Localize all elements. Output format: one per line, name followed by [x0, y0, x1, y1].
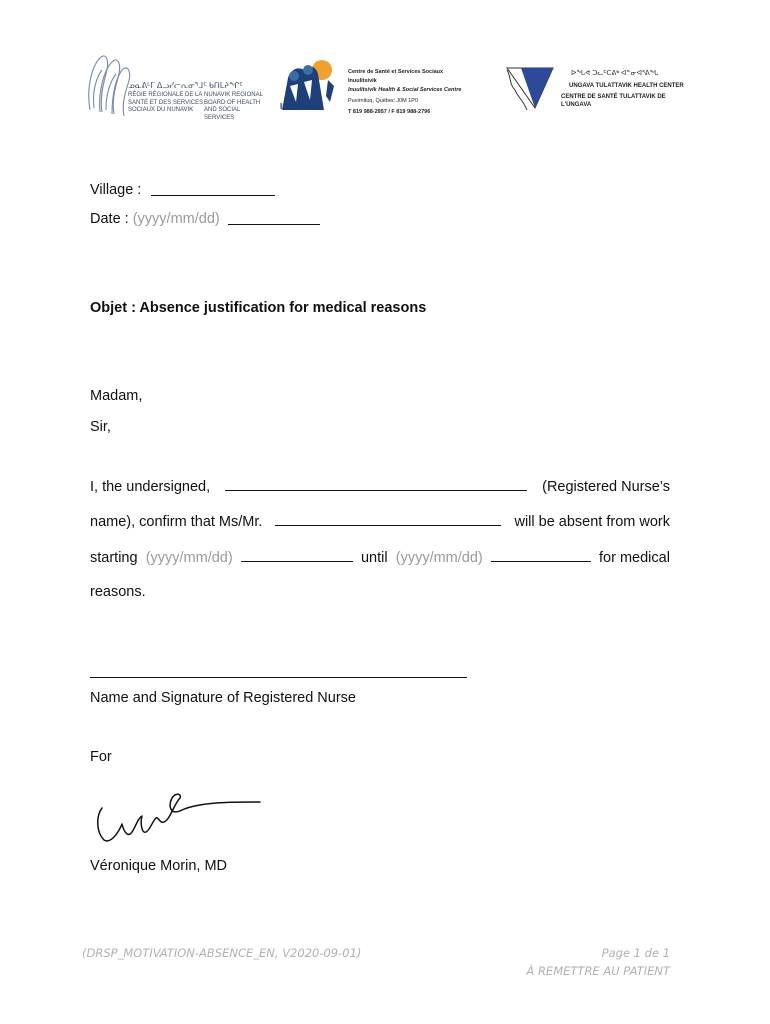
logo-nunavik-board: [82, 48, 272, 121]
body-line-3: [90, 549, 670, 566]
salutation-sir: Sir,: [90, 419, 111, 435]
logo-ungava-tulattavik: [505, 66, 685, 114]
village-input-line[interactable]: [151, 183, 275, 196]
footer-note: À REMETTRE AU PATIENT: [526, 964, 670, 978]
end-date-placeholder: (yyyy/mm/dd): [395, 550, 483, 566]
footer-doc-code: (DRSP_MOTIVATION-ABSENCE_EN, V2020-09-01): [82, 946, 362, 960]
subject-line: Objet : Absence justification for medical reasons: [90, 300, 427, 316]
body-line-2: [90, 513, 670, 530]
body-1b: (Registered Nurse’s: [542, 479, 670, 495]
logo1-fr-line: RÉGIE RÉGIONALE DE LA: [128, 92, 203, 98]
body-1a: I, the undersigned,: [90, 479, 211, 495]
footer-page-number: Page 1 de 1: [601, 946, 670, 960]
logo1-fr-line: SOCIAUX DU NUNAVIK: [128, 107, 194, 113]
logo3-syllabics: ᐅᖓᕙ ᑐᓚᑦᑕᕕᒃ ᐋᓐᓂᐊᕐᕕᖓ: [571, 70, 659, 77]
date-input-line[interactable]: [228, 212, 320, 225]
patient-name-input-line[interactable]: [275, 513, 501, 526]
body-line-1: [90, 478, 670, 495]
logo2-title-fr: Centre de Santé et Services Sociaux Inuulitsivik: [348, 69, 444, 84]
logo1-french-col: [128, 92, 203, 115]
date-label: Date :: [90, 211, 129, 227]
logo2-details: [348, 68, 468, 117]
logo2-phone: T 819 988-2957 / F 819 988-2796: [348, 109, 431, 115]
logo1-english-col: [204, 92, 272, 122]
logo1-fr-line: SANTÉ ET DES SERVICES: [128, 99, 204, 106]
date-field-row: [90, 211, 320, 227]
logo2-title-en: Inuulitsivik Health & Social Services Centre: [348, 87, 462, 93]
salutation-madam: Madam,: [90, 388, 143, 404]
for-label: For: [90, 749, 112, 765]
body-line-4: reasons.: [90, 584, 146, 600]
start-date-placeholder: (yyyy/mm/dd): [145, 550, 233, 566]
body-2b: will be absent from work: [514, 514, 670, 530]
logo1-en-line: AND SOCIAL SERVICES: [204, 107, 241, 121]
logo3-name-en: UNGAVA TULATTAVIK HEALTH CENTER: [569, 83, 684, 89]
logo1-en-line: BOARD OF HEALTH: [204, 99, 261, 106]
logo1-en-line: NUNAVIK REGIONAL: [204, 92, 263, 98]
body-3c: for medical: [599, 550, 670, 566]
logo3-name-fr: CENTRE DE SANTÉ TULATTAVIK DE L'UNGAVA: [561, 94, 666, 108]
start-date-input-line[interactable]: [241, 549, 353, 562]
village-field-row: [90, 182, 275, 198]
body-3a: starting: [90, 550, 138, 566]
ungava-triangle-icon: [505, 66, 555, 112]
end-date-input-line[interactable]: [491, 549, 591, 562]
village-label: Village :: [90, 182, 142, 198]
nurse-name-input-line[interactable]: [225, 478, 527, 491]
body-3b: until: [360, 550, 388, 566]
date-placeholder: (yyyy/mm/dd): [132, 211, 220, 227]
body-2a: name), confirm that Ms/Mr.: [90, 514, 263, 530]
logo-inuulitsivik: [278, 56, 468, 116]
logo1-syllabics: ᓄᓇᕕᒻᒥ ᐃᓗᓯᓕᕆᓂᕐᒧᑦ ᑲᑎᒪᔨᖏᑦ: [128, 81, 243, 90]
handwritten-signature-icon: [90, 786, 270, 846]
nunavik-figures-icon: [82, 48, 134, 118]
logo2-address: Puvirnituq, Québec J0M 1P0: [348, 98, 419, 104]
signature-input-line[interactable]: [90, 677, 467, 678]
signature-label: Name and Signature of Registered Nurse: [90, 690, 356, 706]
inuulitsivik-name: Inuulitsivik: [280, 102, 322, 111]
signer-name: Véronique Morin, MD: [90, 858, 227, 874]
